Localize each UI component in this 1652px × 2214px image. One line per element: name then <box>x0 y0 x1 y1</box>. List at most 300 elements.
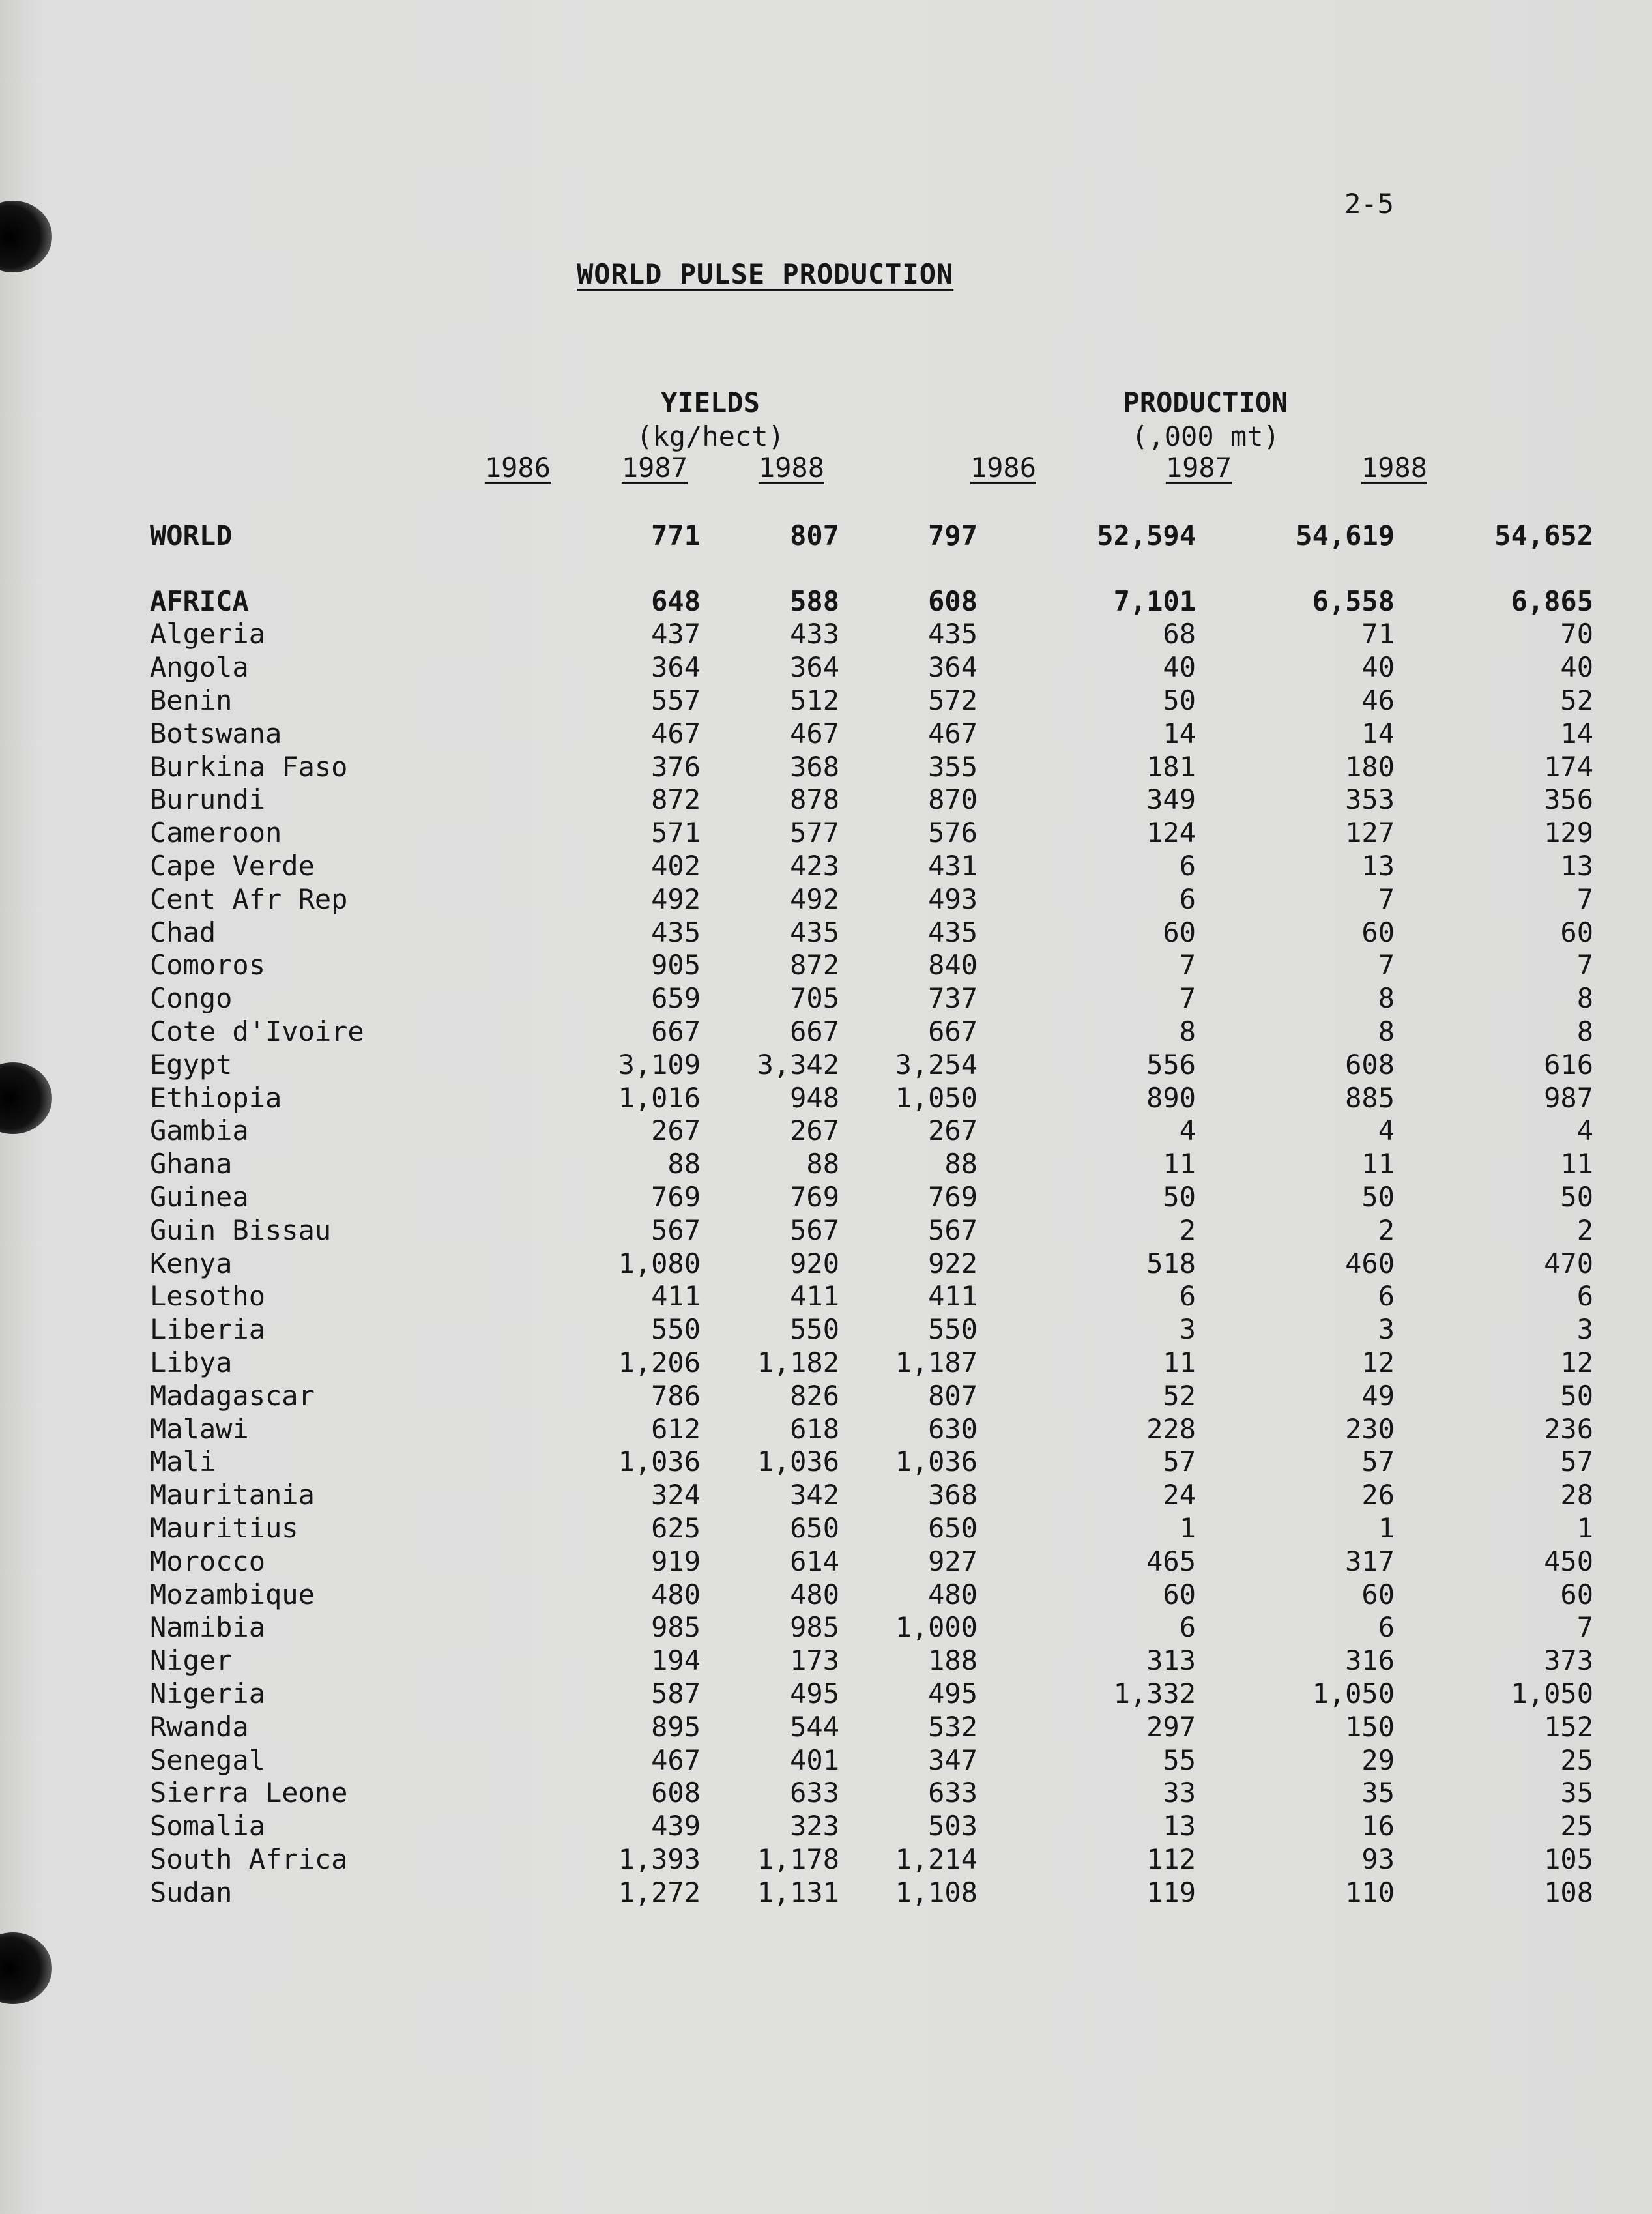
yield-1986: 571 <box>651 817 701 849</box>
yield-1987: 1,178 <box>757 1843 839 1875</box>
production-1987: 353 <box>1345 783 1395 816</box>
yield-1987: 342 <box>790 1479 839 1511</box>
production-1987: 46 <box>1361 684 1395 717</box>
production-1986: 556 <box>1146 1048 1196 1081</box>
production-1988: 25 <box>1560 1810 1593 1843</box>
production-1988: 6,865 <box>1511 585 1593 617</box>
production-1988: 1 <box>1576 1512 1593 1544</box>
yield-1986: 608 <box>651 1777 701 1809</box>
country-name: Morocco <box>150 1545 266 1577</box>
production-1986: 60 <box>1163 1578 1196 1610</box>
yield-1987: 567 <box>790 1214 839 1246</box>
production-1986: 55 <box>1163 1743 1196 1776</box>
country-name: AFRICA <box>150 585 249 617</box>
production-1988: 108 <box>1544 1876 1593 1908</box>
production-1987: 13 <box>1361 850 1395 882</box>
year-header-production-1988: 1988 <box>1361 452 1427 484</box>
yield-1987: 495 <box>790 1677 839 1710</box>
yield-1986: 905 <box>651 949 701 982</box>
production-1988: 13 <box>1560 850 1593 882</box>
production-header <box>1069 386 1342 454</box>
yield-1988: 435 <box>928 916 978 948</box>
yield-1988: 347 <box>928 1743 978 1776</box>
production-1987: 7 <box>1378 882 1395 915</box>
production-1987: 6 <box>1378 1611 1395 1644</box>
production-1988: 8 <box>1576 1015 1593 1048</box>
table-row <box>150 750 1593 783</box>
country-name: Cape Verde <box>150 850 315 882</box>
production-1987: 8 <box>1378 982 1395 1015</box>
production-1986: 6 <box>1179 1611 1196 1644</box>
yield-1987: 544 <box>790 1710 839 1743</box>
country-name: Burkina Faso <box>150 750 348 783</box>
production-1987: 26 <box>1361 1479 1395 1511</box>
production-1988: 50 <box>1560 1181 1593 1214</box>
spacer-cell <box>150 552 1593 585</box>
yield-1986: 467 <box>651 1743 701 1776</box>
production-1988: 7 <box>1576 949 1593 982</box>
country-name: Senegal <box>150 1743 266 1776</box>
yield-1986: 324 <box>651 1479 701 1511</box>
yield-1986: 872 <box>651 783 701 816</box>
yields-unit: (kg/hect) <box>636 420 785 452</box>
production-1988: 7 <box>1576 1611 1593 1644</box>
binder-hole <box>0 1062 52 1134</box>
yield-1987: 826 <box>790 1379 839 1412</box>
yield-1988: 630 <box>928 1412 978 1445</box>
production-1987: 60 <box>1361 1578 1395 1610</box>
production-1987: 3 <box>1378 1313 1395 1346</box>
production-1986: 7,101 <box>1113 585 1196 617</box>
production-1986: 40 <box>1163 651 1196 684</box>
production-1988: 2 <box>1576 1214 1593 1246</box>
yields-header <box>573 386 847 454</box>
yield-1988: 364 <box>928 651 978 684</box>
yield-1986: 194 <box>651 1644 701 1677</box>
production-1986: 68 <box>1163 618 1196 650</box>
yield-1987: 878 <box>790 783 839 816</box>
binder-hole <box>0 201 52 272</box>
production-1988: 129 <box>1544 817 1593 849</box>
table-row <box>150 949 1593 982</box>
production-1988: 6 <box>1576 1280 1593 1313</box>
production-1988: 616 <box>1544 1048 1593 1081</box>
yield-1986: 1,272 <box>618 1876 701 1908</box>
country-name: Burundi <box>150 783 266 816</box>
yield-1987: 1,131 <box>757 1876 839 1908</box>
yield-1988: 1,214 <box>895 1843 978 1875</box>
pulse-production-table <box>150 519 1593 1909</box>
production-1988: 25 <box>1560 1743 1593 1776</box>
production-1988: 174 <box>1544 750 1593 783</box>
production-1987: 40 <box>1361 651 1395 684</box>
production-1986: 518 <box>1146 1247 1196 1279</box>
yield-1987: 323 <box>790 1810 839 1843</box>
yield-1988: 188 <box>928 1644 978 1677</box>
production-1987: 50 <box>1361 1181 1395 1214</box>
page-title: WORLD PULSE PRODUCTION <box>577 258 954 290</box>
yield-1986: 587 <box>651 1677 701 1710</box>
production-1987: 180 <box>1345 750 1395 783</box>
yield-1986: 1,036 <box>618 1446 701 1478</box>
production-1987: 127 <box>1345 817 1395 849</box>
year-header-yield-1987: 1987 <box>621 452 688 484</box>
yield-1988: 633 <box>928 1777 978 1809</box>
yield-1988: 435 <box>928 618 978 650</box>
country-name: Congo <box>150 982 233 1015</box>
table-row <box>150 1876 1593 1909</box>
country-name: Angola <box>150 651 249 684</box>
production-1988: 50 <box>1560 1379 1593 1412</box>
yield-1986: 411 <box>651 1280 701 1313</box>
production-1987: 608 <box>1345 1048 1395 1081</box>
production-1986: 1 <box>1179 1512 1196 1544</box>
country-name: Rwanda <box>150 1710 249 1743</box>
country-name: Ethiopia <box>150 1081 282 1114</box>
country-name: Kenya <box>150 1247 233 1279</box>
yield-1988: 1,187 <box>895 1347 978 1379</box>
production-1988: 12 <box>1560 1347 1593 1379</box>
production-1987: 8 <box>1378 1015 1395 1048</box>
country-name: Namibia <box>150 1611 266 1644</box>
yield-1988: 870 <box>928 783 978 816</box>
production-1988: 470 <box>1544 1247 1593 1279</box>
production-1986: 181 <box>1146 750 1196 783</box>
yield-1987: 769 <box>790 1181 839 1214</box>
yield-1988: 493 <box>928 882 978 915</box>
production-1987: 317 <box>1345 1545 1395 1577</box>
yield-1986: 267 <box>651 1114 701 1147</box>
production-1986: 14 <box>1163 717 1196 750</box>
country-name: Mauritius <box>150 1512 298 1544</box>
yield-1987: 512 <box>790 684 839 717</box>
yield-1988: 480 <box>928 1578 978 1610</box>
production-1988: 28 <box>1560 1479 1593 1511</box>
production-1987: 54,619 <box>1296 519 1395 551</box>
table-row <box>150 982 1593 1015</box>
country-name: Cote d'Ivoire <box>150 1015 364 1048</box>
production-1987: 11 <box>1361 1148 1395 1180</box>
yield-1987: 364 <box>790 651 839 684</box>
yield-1987: 433 <box>790 618 839 650</box>
table-row <box>150 585 1593 618</box>
yield-1987: 88 <box>806 1148 839 1180</box>
production-1987: 1,050 <box>1312 1677 1395 1710</box>
yield-1987: 550 <box>790 1313 839 1346</box>
yield-1986: 364 <box>651 651 701 684</box>
table-row <box>150 1346 1593 1379</box>
yield-1987: 618 <box>790 1412 839 1445</box>
yield-1987: 492 <box>790 882 839 915</box>
production-1988: 54,652 <box>1494 519 1593 551</box>
table-row <box>150 1247 1593 1280</box>
table-row <box>150 1280 1593 1313</box>
yield-1988: 1,050 <box>895 1081 978 1114</box>
yield-1987: 267 <box>790 1114 839 1147</box>
country-name: WORLD <box>150 519 233 551</box>
year-header-production-1986: 1986 <box>970 452 1036 484</box>
country-name: Egypt <box>150 1048 233 1081</box>
country-name: South Africa <box>150 1843 348 1875</box>
table-row <box>150 816 1593 849</box>
yield-1988: 572 <box>928 684 978 717</box>
yield-1986: 3,109 <box>618 1048 701 1081</box>
yield-1986: 557 <box>651 684 701 717</box>
production-unit: (,000 mt) <box>1131 420 1280 452</box>
production-1987: 29 <box>1361 1743 1395 1776</box>
yield-1988: 608 <box>928 585 978 617</box>
yield-1987: 920 <box>790 1247 839 1279</box>
table-row <box>150 519 1593 552</box>
production-1988: 1,050 <box>1511 1677 1593 1710</box>
yield-1988: 667 <box>928 1015 978 1048</box>
production-1986: 6 <box>1179 882 1196 915</box>
production-1987: 110 <box>1345 1876 1395 1908</box>
production-1986: 7 <box>1179 949 1196 982</box>
country-name: Mozambique <box>150 1578 315 1610</box>
year-header-yield-1986: 1986 <box>484 452 551 484</box>
production-1988: 4 <box>1576 1114 1593 1147</box>
production-1986: 57 <box>1163 1446 1196 1478</box>
yield-1988: 1,108 <box>895 1876 978 1908</box>
table-row <box>150 1147 1593 1180</box>
yield-1987: 872 <box>790 949 839 982</box>
yield-1987: 173 <box>790 1644 839 1677</box>
production-1987: 1 <box>1378 1512 1395 1544</box>
production-1987: 885 <box>1345 1081 1395 1114</box>
yield-1986: 769 <box>651 1181 701 1214</box>
table-row <box>150 717 1593 750</box>
table-row <box>150 1114 1593 1148</box>
production-1988: 40 <box>1560 651 1593 684</box>
country-name: Guin Bissau <box>150 1214 332 1246</box>
yield-1987: 633 <box>790 1777 839 1809</box>
yield-1988: 737 <box>928 982 978 1015</box>
country-name: Malawi <box>150 1412 249 1445</box>
yield-1987: 588 <box>790 585 839 617</box>
yield-1987: 435 <box>790 916 839 948</box>
yield-1986: 919 <box>651 1545 701 1577</box>
yield-1987: 401 <box>790 1743 839 1776</box>
yield-1987: 948 <box>790 1081 839 1114</box>
country-name: Cent Afr Rep <box>150 882 348 915</box>
yield-1987: 480 <box>790 1578 839 1610</box>
year-header-production-1987: 1987 <box>1165 452 1232 484</box>
production-1987: 2 <box>1378 1214 1395 1246</box>
production-1986: 52 <box>1163 1379 1196 1412</box>
yield-1987: 3,342 <box>757 1048 839 1081</box>
production-1987: 6 <box>1378 1280 1395 1313</box>
production-1988: 52 <box>1560 684 1593 717</box>
yield-1988: 922 <box>928 1247 978 1279</box>
table-row <box>150 783 1593 817</box>
country-name: Libya <box>150 1347 233 1379</box>
production-1986: 228 <box>1146 1412 1196 1445</box>
yield-1986: 550 <box>651 1313 701 1346</box>
yield-1987: 423 <box>790 850 839 882</box>
table-row <box>150 1015 1593 1048</box>
country-name: Mauritania <box>150 1479 315 1511</box>
yield-1988: 355 <box>928 750 978 783</box>
country-name: Guinea <box>150 1181 249 1214</box>
country-name: Sierra Leone <box>150 1777 348 1809</box>
table-row <box>150 650 1593 684</box>
production-1988: 11 <box>1560 1148 1593 1180</box>
production-label: PRODUCTION <box>1123 386 1288 418</box>
yield-1987: 667 <box>790 1015 839 1048</box>
yield-1988: 550 <box>928 1313 978 1346</box>
yield-1988: 1,036 <box>895 1446 978 1478</box>
yield-1988: 88 <box>944 1148 978 1180</box>
production-1987: 460 <box>1345 1247 1395 1279</box>
table-row <box>150 849 1593 882</box>
production-1988: 356 <box>1544 783 1593 816</box>
production-1988: 987 <box>1544 1081 1593 1114</box>
production-1987: 14 <box>1361 717 1395 750</box>
table-row <box>150 1843 1593 1876</box>
production-1986: 11 <box>1163 1148 1196 1180</box>
yield-1988: 927 <box>928 1545 978 1577</box>
table-row <box>150 1313 1593 1346</box>
table-row <box>150 1776 1593 1809</box>
yield-1986: 667 <box>651 1015 701 1048</box>
country-name: Nigeria <box>150 1677 266 1710</box>
production-1986: 3 <box>1179 1313 1196 1346</box>
production-1988: 57 <box>1560 1446 1593 1478</box>
production-1987: 316 <box>1345 1644 1395 1677</box>
country-name: Mali <box>150 1446 216 1478</box>
country-name: Niger <box>150 1644 233 1677</box>
yield-1986: 480 <box>651 1578 701 1610</box>
yield-1988: 267 <box>928 1114 978 1147</box>
yield-1988: 532 <box>928 1710 978 1743</box>
country-name: Botswana <box>150 717 282 750</box>
yield-1986: 437 <box>651 618 701 650</box>
yield-1986: 1,206 <box>618 1347 701 1379</box>
production-1986: 60 <box>1163 916 1196 948</box>
table-row <box>150 882 1593 916</box>
production-1988: 3 <box>1576 1313 1593 1346</box>
yield-1986: 786 <box>651 1379 701 1412</box>
yield-1987: 1,036 <box>757 1446 839 1478</box>
yield-1988: 797 <box>928 519 978 551</box>
yield-1988: 567 <box>928 1214 978 1246</box>
yield-1987: 614 <box>790 1545 839 1577</box>
yield-1988: 840 <box>928 949 978 982</box>
production-1988: 152 <box>1544 1710 1593 1743</box>
production-1986: 50 <box>1163 1181 1196 1214</box>
yield-1987: 577 <box>790 817 839 849</box>
production-1988: 236 <box>1544 1412 1593 1445</box>
table-row <box>150 1545 1593 1578</box>
yield-1986: 648 <box>651 585 701 617</box>
production-1988: 14 <box>1560 717 1593 750</box>
table-row <box>150 1180 1593 1214</box>
production-1986: 52,594 <box>1097 519 1196 551</box>
yield-1986: 1,393 <box>618 1843 701 1875</box>
production-1987: 150 <box>1345 1710 1395 1743</box>
production-1988: 450 <box>1544 1545 1593 1577</box>
country-name: Cameroon <box>150 817 282 849</box>
yield-1986: 435 <box>651 916 701 948</box>
table-row <box>150 1743 1593 1777</box>
country-name: Gambia <box>150 1114 249 1147</box>
yield-1986: 985 <box>651 1611 701 1644</box>
binder-hole <box>0 1932 52 2004</box>
yield-1986: 625 <box>651 1512 701 1544</box>
table-row <box>150 1081 1593 1114</box>
production-1986: 4 <box>1179 1114 1196 1147</box>
yield-1986: 567 <box>651 1214 701 1246</box>
production-1988: 35 <box>1560 1777 1593 1809</box>
yield-1987: 705 <box>790 982 839 1015</box>
yield-1988: 368 <box>928 1479 978 1511</box>
yield-1988: 3,254 <box>895 1048 978 1081</box>
table-row <box>150 1809 1593 1843</box>
production-1987: 230 <box>1345 1412 1395 1445</box>
yield-1988: 431 <box>928 850 978 882</box>
country-name: Algeria <box>150 618 266 650</box>
yield-1988: 769 <box>928 1181 978 1214</box>
yield-1986: 439 <box>651 1810 701 1843</box>
table-body <box>150 519 1593 1909</box>
production-1986: 890 <box>1146 1081 1196 1114</box>
production-1987: 35 <box>1361 1777 1395 1809</box>
yield-1987: 985 <box>790 1611 839 1644</box>
yield-1986: 612 <box>651 1412 701 1445</box>
table-row <box>150 618 1593 651</box>
yield-1988: 1,000 <box>895 1611 978 1644</box>
production-1986: 119 <box>1146 1876 1196 1908</box>
country-name: Liberia <box>150 1313 266 1346</box>
yield-1987: 1,182 <box>757 1347 839 1379</box>
table-row <box>150 1511 1593 1545</box>
table-row <box>150 1578 1593 1611</box>
production-1987: 57 <box>1361 1446 1395 1478</box>
yield-1986: 402 <box>651 850 701 882</box>
production-1986: 24 <box>1163 1479 1196 1511</box>
production-1986: 465 <box>1146 1545 1196 1577</box>
yield-1988: 495 <box>928 1677 978 1710</box>
table-row <box>150 916 1593 949</box>
production-1988: 373 <box>1544 1644 1593 1677</box>
production-1987: 7 <box>1378 949 1395 982</box>
yield-1986: 771 <box>651 519 701 551</box>
production-1986: 8 <box>1179 1015 1196 1048</box>
table-row <box>150 1611 1593 1644</box>
yield-1987: 411 <box>790 1280 839 1313</box>
country-name: Somalia <box>150 1810 266 1843</box>
country-name: Benin <box>150 684 233 717</box>
production-1986: 6 <box>1179 1280 1196 1313</box>
table-row <box>150 1412 1593 1446</box>
table-row <box>150 1214 1593 1247</box>
yield-1988: 411 <box>928 1280 978 1313</box>
production-1988: 105 <box>1544 1843 1593 1875</box>
yield-1988: 576 <box>928 817 978 849</box>
table-row <box>150 1446 1593 1479</box>
country-name: Madagascar <box>150 1379 315 1412</box>
country-name: Sudan <box>150 1876 233 1908</box>
yield-1987: 467 <box>790 717 839 750</box>
production-1986: 297 <box>1146 1710 1196 1743</box>
yield-1986: 1,080 <box>618 1247 701 1279</box>
table-row <box>150 1048 1593 1081</box>
production-1986: 13 <box>1163 1810 1196 1843</box>
production-1986: 112 <box>1146 1843 1196 1875</box>
production-1988: 60 <box>1560 916 1593 948</box>
production-1986: 11 <box>1163 1347 1196 1379</box>
